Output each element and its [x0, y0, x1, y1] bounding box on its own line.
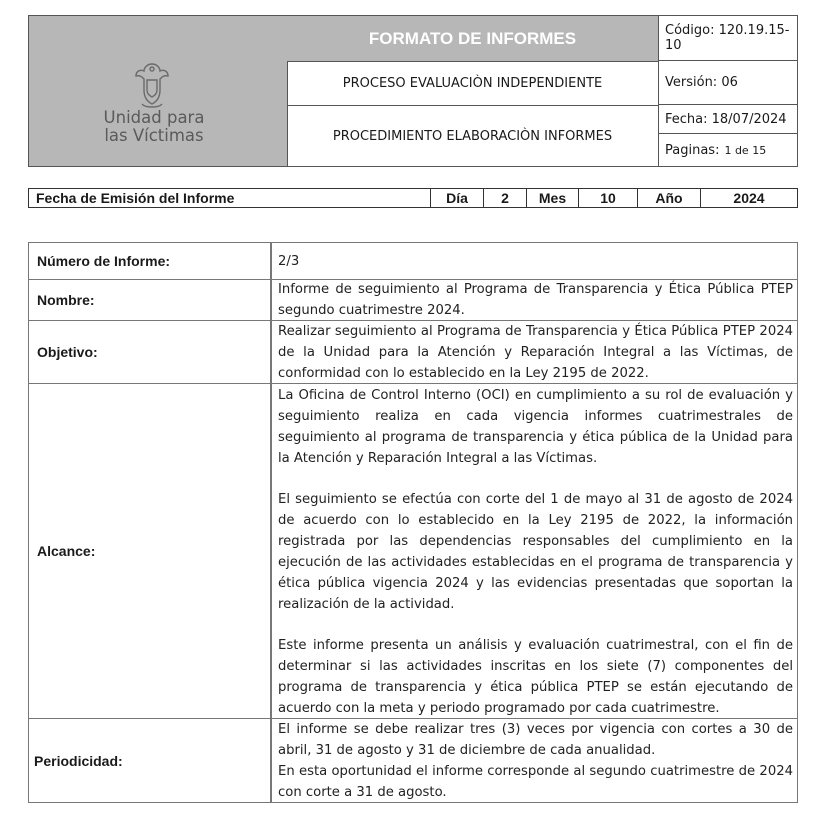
brand-line-2: las Víctimas — [104, 126, 204, 145]
alcance-value — [272, 385, 797, 719]
coat-of-arms-icon — [133, 60, 171, 112]
procedure-name: PROCEDIMIENTO ELABORACIÒN INFORMES — [332, 128, 613, 144]
objetivo-label: Objetivo: — [29, 321, 271, 383]
brand-line-1: Unidad para — [103, 108, 205, 127]
header-middle — [287, 16, 659, 166]
header-metadata — [659, 16, 797, 166]
pages-value: 1 de 15 — [724, 143, 767, 157]
alcance-label: Alcance: — [29, 384, 271, 718]
day-label: Día — [431, 189, 484, 207]
periodicidad-paragraph-2: En esta oportunidad el informe corresponde al segundo cuatrimestre de 2024 con corte a 31 de agosto. — [278, 764, 793, 800]
document-header — [28, 15, 798, 167]
month-label: Mes — [527, 189, 579, 207]
document-date: Fecha: 18/07/2024 — [659, 106, 797, 134]
day-value: 2 — [484, 189, 527, 207]
periodicidad-label: Periodicidad: — [29, 719, 271, 803]
alcance-paragraph-3: Este informe presenta un análisis y evaluación cuatrimestral, con el fin de determinar si las actividades inscritas en los siete (7) componentes del programa de transparencia y ética pública PTEP se están ejecutando de acuerdo con la meta y periodo programado por cada cuatrimestre. — [278, 638, 793, 716]
periodicidad-paragraph-1: El informe se debe realizar tres (3) veces por vigencia con cortes a 30 de abril, 31 de agosto y 31 de diciembre de cada anualidad. — [278, 722, 793, 758]
objetivo-value: Realizar seguimiento al Programa de Transparencia y Ética Pública PTEP 2024 de la Unidad para la Atención y Reparación Integral a las Víctimas, de conformidad con lo establecido en la Ley 2195 de 2022. — [278, 324, 793, 381]
month-value: 10 — [579, 189, 638, 207]
numero-label: Número de Informe: — [29, 243, 271, 279]
emission-date-row — [28, 188, 798, 208]
periodicidad-value — [272, 719, 797, 803]
document-code: Código: 120.19.15-10 — [659, 16, 797, 61]
year-label: Año — [638, 189, 701, 207]
alcance-paragraph-2: El seguimiento se efectúa con corte del 1 de mayo al 31 de agosto de 2024 de acuerdo con lo establecido en la Ley 2195 de 2022, la información registrada por las dependencias responsables del cumplimiento en la ejecución de las actividades establecidas en el programa de transparencia y ética pública vigencia 2024 y las evidencias presentadas que soportan la realización de la actividad. — [278, 492, 793, 612]
column-divider — [271, 243, 272, 802]
alcance-paragraph-1: La Oficina de Control Interno (OCI) en cumplimiento a su rol de evaluación y seguimiento realiza en cada vigencia informes cuatrimestrales de seguimiento al programa de transparencia y ética pública de la Unidad para la Atención y Reparación Integral a las Víctimas. — [278, 388, 793, 466]
numero-value: 2/3 — [278, 254, 300, 269]
page-count — [659, 134, 797, 166]
logo-cell — [29, 16, 288, 166]
process-name: PROCESO EVALUACIÒN INDEPENDIENTE — [287, 61, 658, 106]
year-value: 2024 — [733, 190, 765, 206]
report-info-table — [28, 242, 798, 803]
form-title: FORMATO DE INFORMES — [287, 16, 658, 62]
document-version: Versión: 06 — [659, 61, 797, 105]
emission-label: Fecha de Emisión del Informe — [29, 189, 431, 207]
nombre-value: Informe de seguimiento al Programa de Transparencia y Ética Pública PTEP segundo cuatrimestre 2024. — [278, 282, 793, 318]
nombre-label: Nombre: — [29, 280, 271, 320]
pages-label: Paginas: — [665, 142, 720, 158]
